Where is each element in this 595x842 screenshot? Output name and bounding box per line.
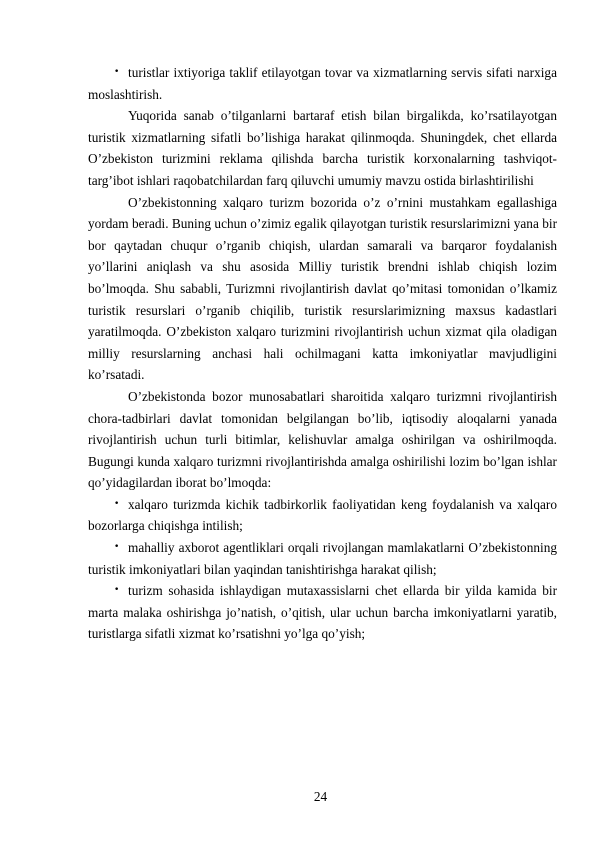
bullet-item <box>88 62 557 105</box>
bullet-icon: • <box>114 542 120 553</box>
paragraph: Yuqorida sanab o’tilganlarni bartaraf etish bilan birgalikda, ko’rsatilayotgan turistik xizmatlarning sifatli bo’lishiga harakat qilinmoqda. Shuningdek, chet ellarda O’zbekiston turizmini reklama qilishda barcha turistik korxonalarning tashviqot-targ’ibot ishlari raqobatchilardan farq qiluvchi umumiy mavzu ostida birlashtirilishi <box>88 108 557 188</box>
bullet-icon: • <box>114 67 120 77</box>
bullet-icon: • <box>114 498 120 509</box>
bullet-icon: • <box>114 585 120 596</box>
document-body <box>88 62 557 645</box>
bullet-item <box>88 580 557 645</box>
bullet-text: xalqaro turizmda kichik tadbirkorlik faoliyatidan keng foydalanish va xalqaro bozorlarga chiqishga intilish; <box>88 496 557 534</box>
page-number: 24 <box>313 789 328 804</box>
bullet-text: mahalliy axborot agentliklari orqali rivojlangan mamlakatlarni O’zbekistonning turistik imkoniyatlari bilan yaqindan tanishtirishga harakat qilish; <box>88 540 557 577</box>
bullet-item <box>88 494 557 537</box>
paragraph: O’zbekistonda bozor munosabatlari sharoitida xalqaro turizmni rivojlantirish chora-tadbirlari davlat tomonidan belgilangan bo’lib, iqtisodiy aloqalarni yanada rivojlantirish uchun turli bitimlar, kelishuvlar amalga oshirilgan va oshirilmoqda. Bugungi kunda xalqaro turizmni rivojlantirishda amalga oshirilishi lozim bo’lgan ishlar qo’yidagilardan iborat bo’lmoqda: <box>88 388 557 491</box>
paragraph: O’zbekistonning xalqaro turizm bozorida o’z o’rnini mustahkam egallashiga yordam beradi. Buning uchun o’zimiz egalik qilayotgan turistik resurslarimizni yana bir bor qaytadan chuqur o’rganib chiqish, ulardan samarali va barqaror foydalanish yo’llarini aniqlash va shu asosida Milliy turistik brendni ishlab chiqish lozim bo’lmoqda. Shu sababli, Turizmni rivojlantirish davlat qo’mitasi tomonidan o’lkamiz turistik resurslari o’rganib chiqilib, turistik resurslarimizning maxsus kadastlari yaratilmoqda. O’zbekiston xalqaro turizmini rivojlantirish uchun xizmat qila oladigan milliy resurslarning anchasi hali ochilmagani katta imkoniyatlar mavjudligini ko’rsatadi. <box>88 194 557 383</box>
bullet-text: turistlar ixtiyoriga taklif etilayotgan tovar va xizmatlarning servis sifati narxiga moslashtirish. <box>88 65 557 102</box>
bullet-text: turizm sohasida ishlaydigan mutaxassislarni chet ellarda bir yilda kamida bir marta malaka oshirishga jo’natish, o’qitish, ular uchun barcha imkoniyatlarni yaratib, turistlarga sifatli xizmat ko’rsatishni yo’lga qo’yish; <box>88 583 557 642</box>
bullet-item <box>88 537 557 580</box>
